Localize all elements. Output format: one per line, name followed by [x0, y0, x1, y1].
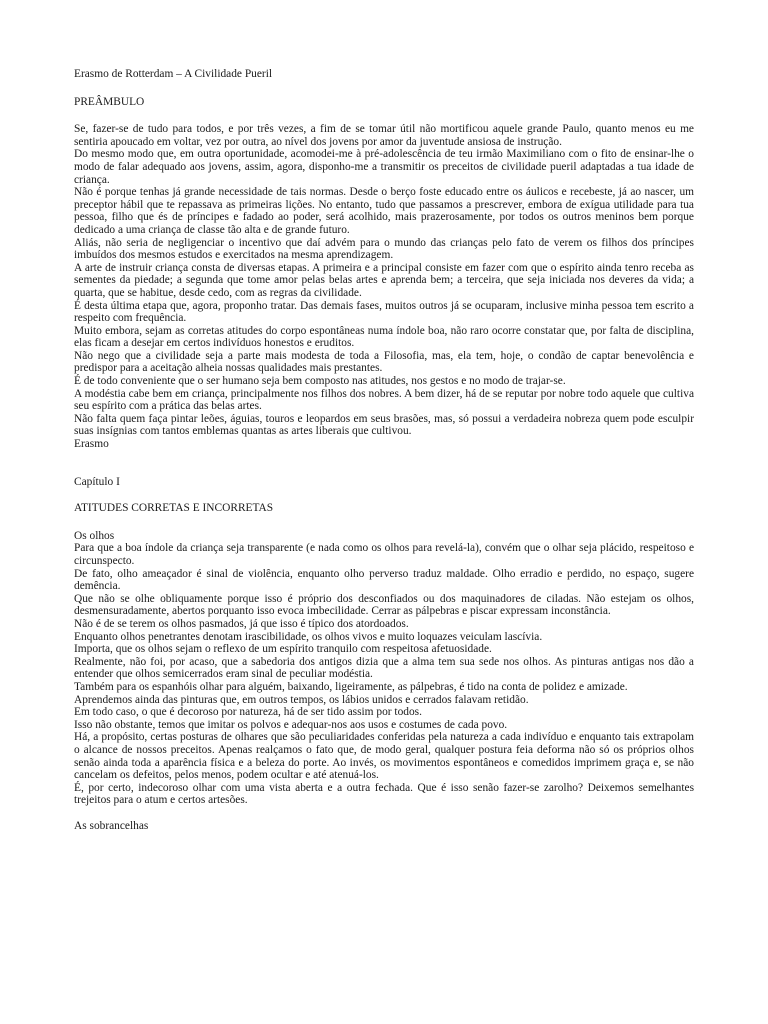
paragraph: É desta última etapa que, agora, proponho tratar. Das demais fases, muitos outros já se ocuparam, inclusive minha pessoa tem escrito a respeito com frequência. — [74, 299, 694, 325]
signature: Erasmo — [74, 438, 109, 451]
paragraph: Do mesmo modo que, em outra oportunidade, acomodei-me à pré-adolescência de teu irmão Maximiliano com o fito de ensinar-lhe o modo de falar adequado aos jovens, assim, agora, disponho-me a transmitir os preceitos de civilidade pueril adaptadas a tua idade de criança. — [74, 148, 694, 186]
paragraph: Muito embora, sejam as corretas atitudes do corpo espontâneas numa índole boa, não raro ocorre constatar que, por falta de disciplina, elas ficam a desejar em certos indivíduos honestos e eruditos. — [74, 324, 694, 350]
paragraph: Não é porque tenhas já grande necessidade de tais normas. Desde o berço foste educado entre os áulicos e recebeste, já ao nascer, um preceptor hábil que te repassava as primeiras lições. No entanto, tudo que passamos a prescrever, embora de exígua utilidade para tua pessoa, filho que és de príncipes e fadado ao poder, será acolhido, mais prazerosamente, por todos os outros meninos bem porque dedicado a uma criança de classe tão alta e de grande futuro. — [74, 186, 694, 236]
paragraph: É de todo conveniente que o ser humano seja bem composto nas atitudes, nos gestos e no modo de trajar-se. — [74, 375, 566, 388]
chapter-label: Capítulo I — [74, 475, 120, 488]
preamble-heading: PREÂMBULO — [74, 95, 145, 108]
paragraph: Aprendemos ainda das pinturas que, em outros tempos, os lábios unidos e cerrados falavam retidão. — [74, 693, 529, 706]
paragraph: A modéstia cabe bem em criança, principalmente nos filhos dos nobres. A bem dizer, há de se reputar por nobre todo aquele que cultiva seu espírito com a prática das belas artes. — [74, 387, 694, 413]
subheading-eyebrows: As sobrancelhas — [74, 819, 149, 832]
paragraph: Não falta quem faça pintar leões, águias, touros e leopardos em seus brasões, mas, só possui a verdadeira nobreza quem pode esculpir suas insígnias com tantos emblemas quantas as artes liberais que cultivou. — [74, 412, 694, 438]
paragraph: Realmente, não foi, por acaso, que a sabedoria dos antigos dizia que a alma tem sua sede nos olhos. As pinturas antigas nos dão a entender que olhos semicerrados eram sinal de peculiar modéstia. — [74, 655, 694, 681]
paragraph: A arte de instruir criança consta de diversas etapas. A primeira e a principal consiste em fazer com que o espírito ainda tenro receba as sementes da piedade; a segunda que tome amor pelas belas artes e aprenda bem; a terceira, que seja iniciada nos deveres da vida; a quarta, que se habitue, desde cedo, com as regras da civilidade. — [74, 261, 694, 299]
paragraph: Enquanto olhos penetrantes denotam irascibilidade, os olhos vivos e muito loquazes veiculam lascívia. — [74, 630, 543, 643]
paragraph: Isso não obstante, temos que imitar os polvos e adequar-nos aos usos e costumes de cada povo. — [74, 718, 508, 731]
paragraph: De fato, olho ameaçador é sinal de violência, enquanto olho perverso traduz maldade. Olho erradio e perdido, no espaço, sugere demência. — [74, 567, 694, 593]
paragraph: Não é de se terem os olhos pasmados, já que isso é típico dos atordoados. — [74, 617, 409, 630]
paragraph: É, por certo, indecoroso olhar com uma vista aberta e a outra fechada. Que é isso senão fazer-se zarolho? Deixemos semelhantes trejeitos para o atum e certos artesões. — [74, 781, 694, 807]
eyes-body — [74, 542, 694, 806]
chapter-title: ATITUDES CORRETAS E INCORRETAS — [74, 502, 274, 515]
subheading-eyes: Os olhos — [74, 529, 115, 542]
paragraph: Que não se olhe obliquamente porque isso é próprio dos desconfiados ou dos maquinadores de ciladas. Não estejam os olhos, desmensuradamente, abertos porquanto isso evoca imbecilidade. Cerrar as pálpebras e piscar expressam inconstância. — [74, 592, 694, 618]
paragraph: Para que a boa índole da criança seja transparente (e nada como os olhos para revelá-la), convém que o olhar seja plácido, respeitoso e circunspecto. — [74, 542, 694, 567]
paragraph: Em todo caso, o que é decoroso por natureza, há de ser tido assim por todos. — [74, 706, 422, 719]
document-title: Erasmo de Rotterdam – A Civilidade Pueril — [74, 68, 273, 80]
paragraph: Também para os espanhóis olhar para alguém, baixando, ligeiramente, as pálpebras, é tido na conta de polidez e amizade. — [74, 680, 628, 693]
preamble-body — [74, 123, 694, 450]
paragraph: Importa, que os olhos sejam o reflexo de um espírito tranquilo com respeitosa afetuosidade. — [74, 643, 492, 656]
paragraph: Se, fazer-se de tudo para todos, e por três vezes, a fim de se tomar útil não mortificou aquele grande Paulo, quanto menos eu me sentiria apoucado em voltar, vez por outra, ao nível dos jovens por amor da juventude ansiosa de instrução. — [74, 123, 694, 148]
paragraph: Aliás, não seria de negligenciar o incentivo que daí advém para o mundo das crianças pelo fato de verem os filhos dos príncipes imbuídos dos mesmos estudos e exercitados na mesma aprendizagem. — [74, 236, 694, 262]
paragraph: Não nego que a civilidade seja a parte mais modesta de toda a Filosofia, mas, ela tem, hoje, o condão de captar benevolência e predispor para a aceitação alheia nossas qualidades mais prestantes. — [74, 349, 694, 375]
paragraph: Há, a propósito, certas posturas de olhares que são peculiaridades conferidas pela natureza a cada indivíduo e enquanto tais extrapolam o alcance de nossos preceitos. Apenas realçamos o fato que, de modo geral, qualquer postura feia deforma não só os próprios olhos senão ainda toda a aparência física e a beleza do porte. Ao invés, os movimentos espontâneos e comedidos imprimem graça e, se não cancelam os defeitos, pelos menos, podem ocultar e até atenuá-los. — [74, 731, 694, 782]
